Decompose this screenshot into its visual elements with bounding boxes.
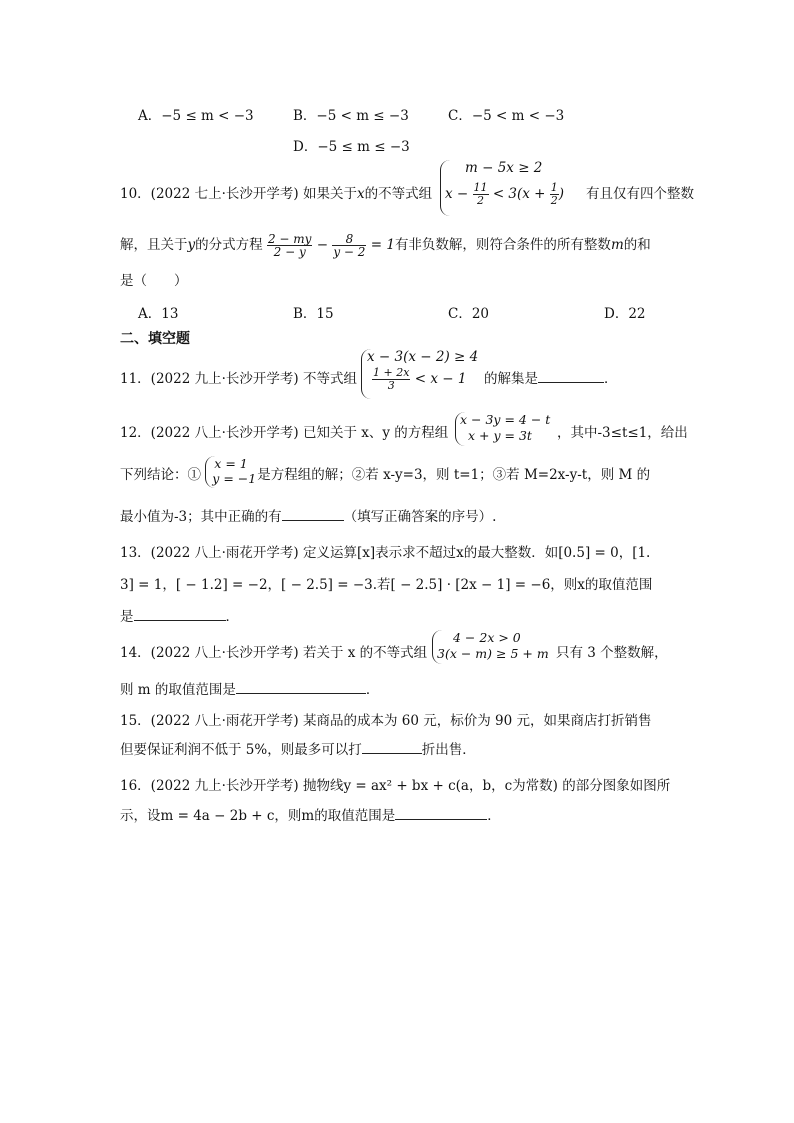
q12-line2: 下列结论：① x = 1 y = −1 是方程组的解；②若 x-y=3，则 t=1；③若 M=2x-y-t，则 M 的 <box>120 456 651 486</box>
q13-line2: 3] = 1，[ − 1.2] = −2，[ − 2.5] = −3.若[ − 2.5] · [2x − 1] = −6，则x的取值范围 <box>120 577 653 593</box>
q12-equation-system: x − 3y = 4 − t x + y = 3t <box>455 412 556 446</box>
q14-line2: 则 m 的取值范围是 ． <box>120 678 379 698</box>
q16-line1: 16．(2022 九上·长沙开学考) 抛物线y = ax² + bx + c(a，b，c为常数) 的部分图象如图所 <box>120 778 671 794</box>
q11-answer-blank[interactable] <box>538 368 604 383</box>
q13-answer-blank[interactable] <box>134 606 226 621</box>
q10-option-b: B．15 <box>293 306 334 322</box>
q10-line2: 解，且关于y的分式方程 $\frac{2 - my}{2 - y}$ − $\frac{8}{y - 2}$ = 1有非负数解，则符合条件的所有整数m的和 <box>120 232 651 259</box>
q10-option-a: A．13 <box>138 306 179 322</box>
q10-option-c: C．20 <box>448 306 490 322</box>
q9-option-a: A．−5 ≤ m < −3 <box>138 108 254 124</box>
q9-option-d: D．−5 ≤ m ≤ −3 <box>293 139 410 155</box>
q15-line2: 但要保证利润不低于 5%，则最多可以打 折出售． <box>120 738 476 758</box>
q10-option-d: D．22 <box>604 306 646 322</box>
q9-option-b: B．−5 < m ≤ −3 <box>293 108 409 124</box>
q9-option-c: C．−5 < m < −3 <box>448 108 565 124</box>
q13-line3: 是 ． <box>120 605 239 625</box>
q15-answer-blank[interactable] <box>362 739 422 754</box>
q16-answer-blank[interactable] <box>395 805 487 820</box>
q10-line3: 是（ ） <box>120 273 188 289</box>
q14-inequality-system: 4 − 2x > 0 3(x − m) ≥ 5 + m <box>432 630 558 664</box>
q12-line3: 最小值为-3；其中正确的有 （填写正确答案的序号）. <box>120 505 496 525</box>
q11-prefix: 11．(2022 九上·长沙开学考) 不等式组 <box>120 371 357 387</box>
q10-inequality-system: m − 5x ≥ 2 x − $\frac{11}{2}$ < 3(x + $\frac{1}{2}$ ) <box>440 160 681 216</box>
q11-inequality-system: x − 3(x − 2) ≥ 4 $\frac{1 + 2x}{3}$ < x − 1 <box>361 349 480 399</box>
section-heading-fill-in: 二、填空题 <box>120 331 190 347</box>
q14-prefix: 14．(2022 八上·长沙开学考) 若关于 x 的不等式组 <box>120 645 428 661</box>
q14-answer-blank[interactable] <box>236 679 366 694</box>
q10-prefix: 10．(2022 七上·长沙开学考) 如果关于x的不等式组 <box>120 186 433 202</box>
q12-suffix: ，其中-3≤t≤1，给出 <box>557 425 688 441</box>
q14-suffix: 只有 3 个整数解， <box>556 645 668 661</box>
q15-line1: 15．(2022 八上·雨花开学考) 某商品的成本为 60 元，标价为 90 元，如果商店打折销售 <box>120 713 652 729</box>
q12-answer-blank[interactable] <box>282 506 344 521</box>
q11-suffix: 的解集是 ． <box>484 367 618 387</box>
q13-line1: 13．(2022 八上·雨花开学考) 定义运算[x]表示求不超过x的最大整数．如[0.5] = 0，[1. <box>120 545 651 561</box>
q10-suffix: 有且仅有四个整数 <box>586 186 694 202</box>
q12-prefix: 12．(2022 八上·长沙开学考) 已知关于 x、y 的方程组 <box>120 425 449 441</box>
q12-solution-system: x = 1 y = −1 <box>205 465 257 479</box>
q16-line2: 示，设m = 4a − 2b + c，则m的取值范围是 ． <box>120 804 501 824</box>
